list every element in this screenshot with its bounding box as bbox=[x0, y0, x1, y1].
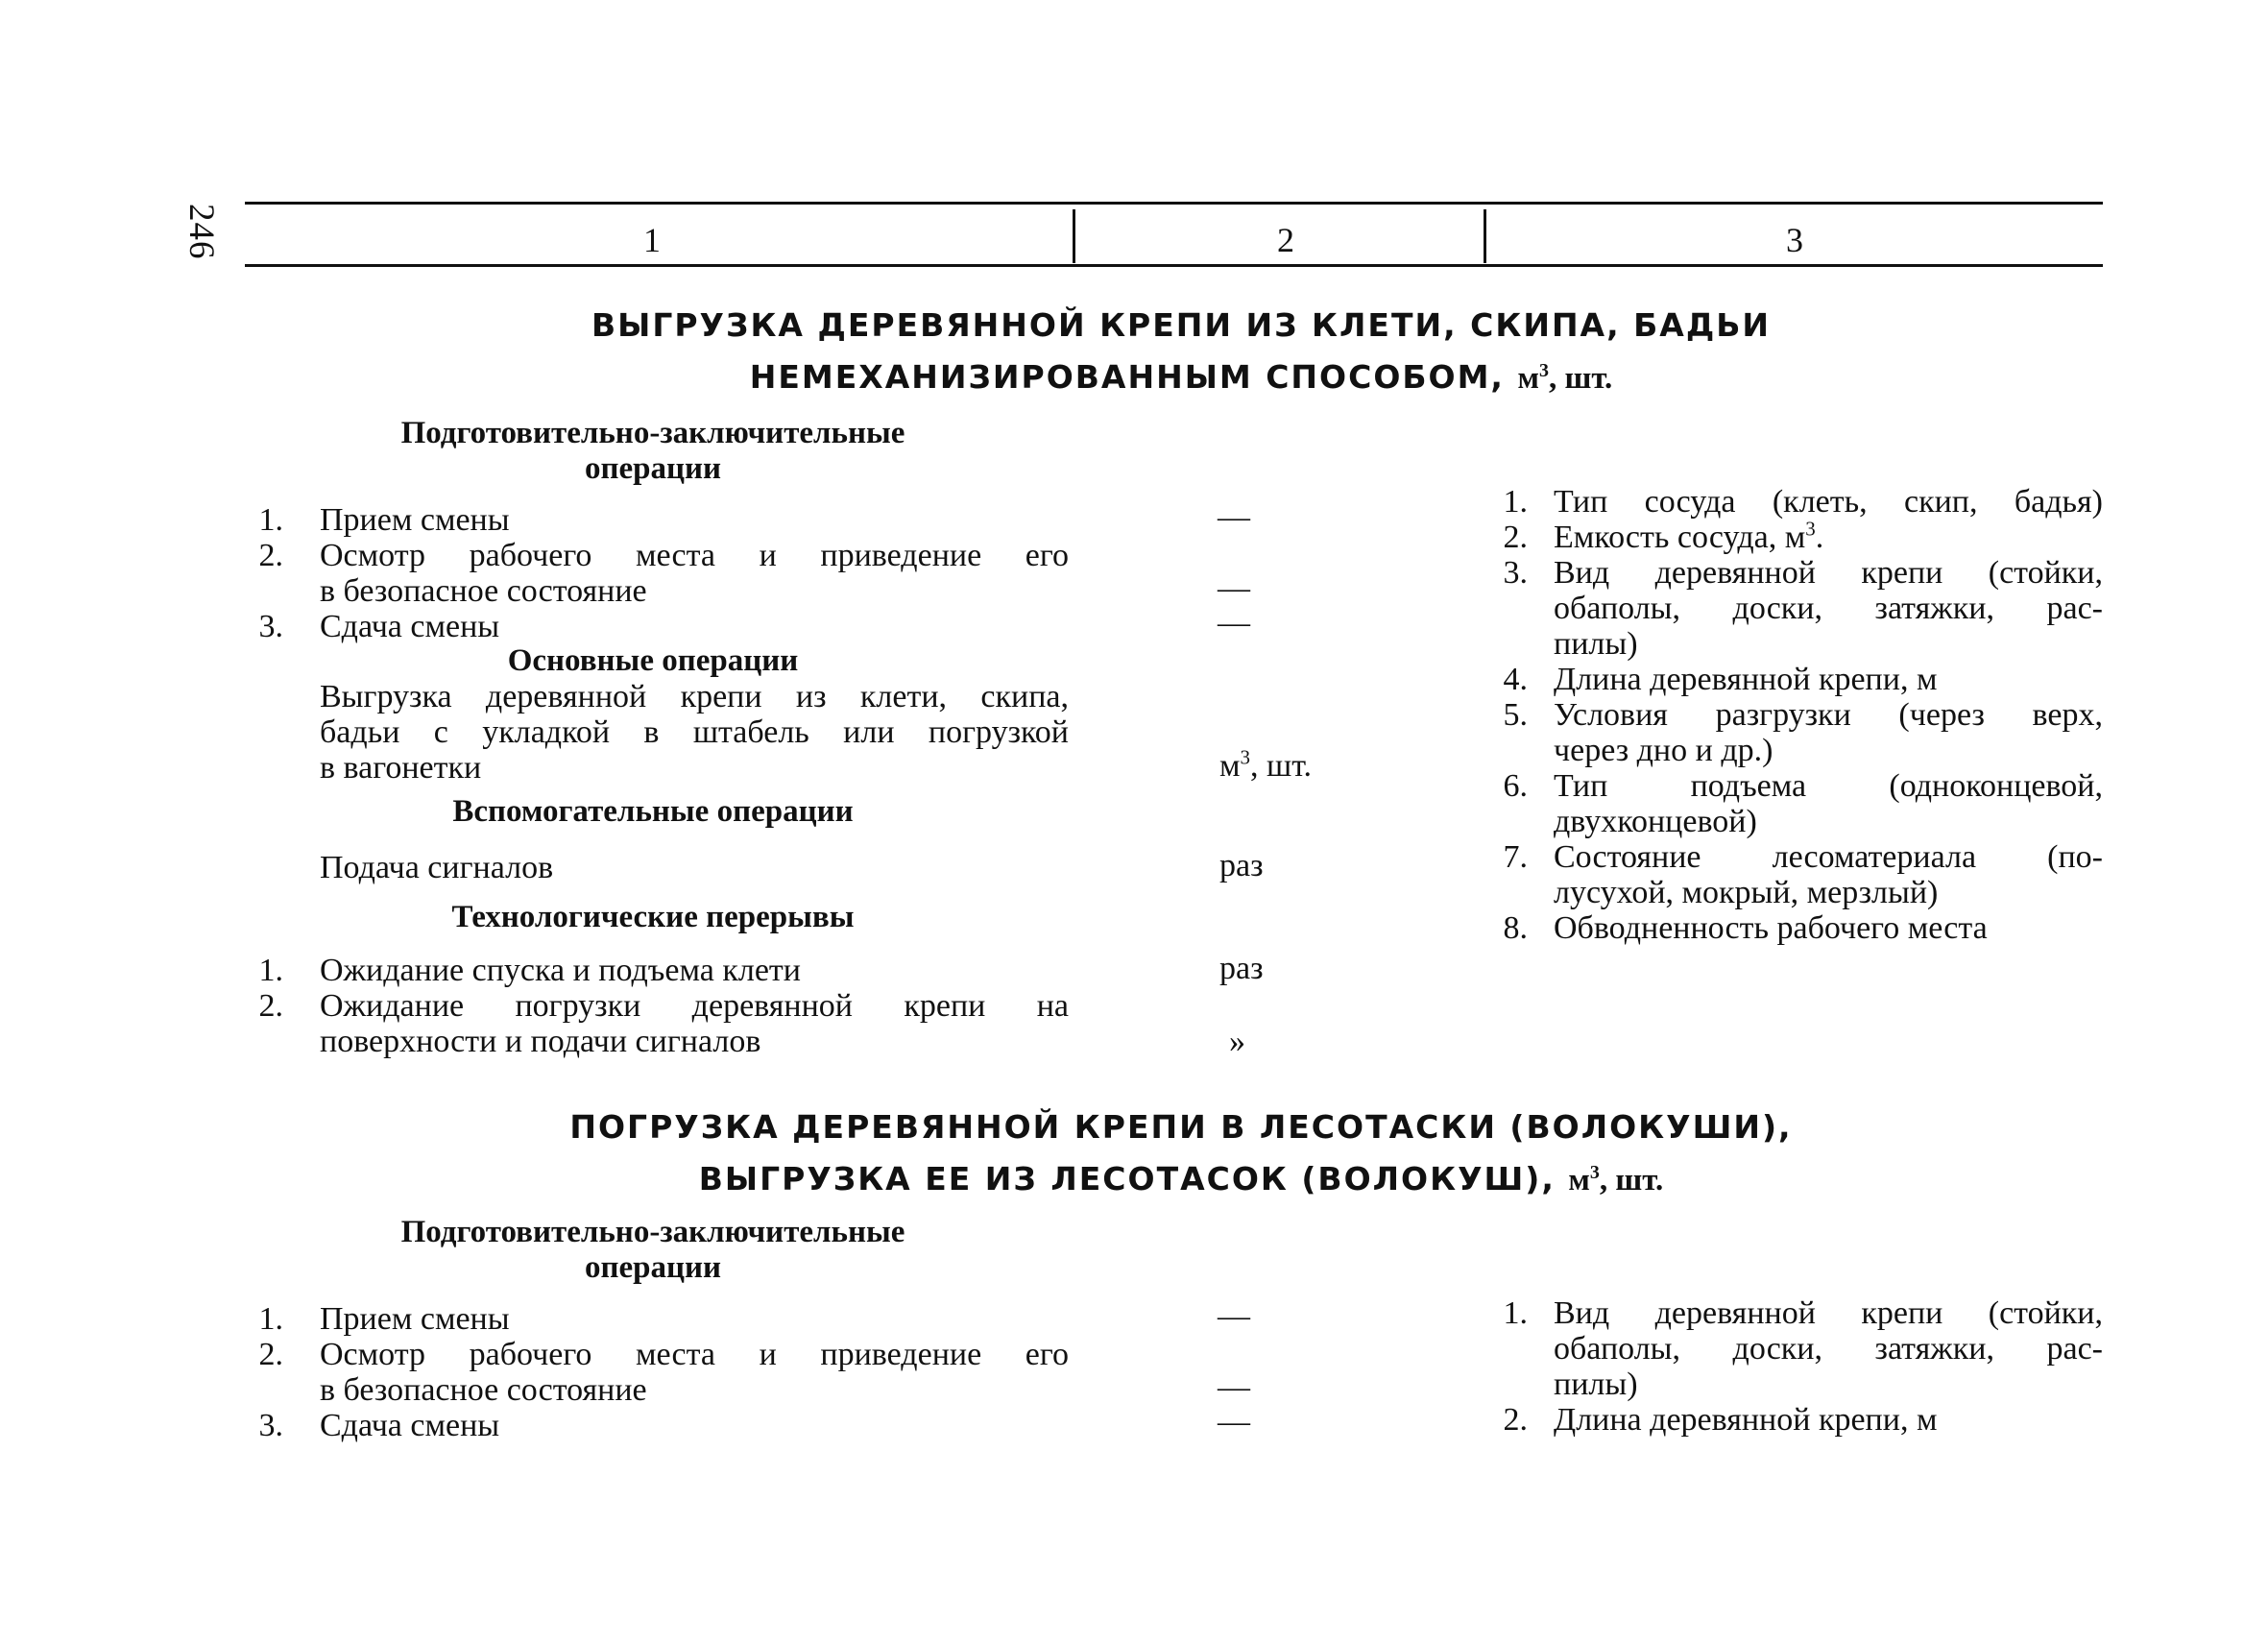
s1-factor-num-2: 2. bbox=[1503, 520, 1528, 555]
section1-title-line2-text: НЕМЕХАНИЗИРОВАННЫМ СПОСОБОМ, bbox=[749, 358, 1505, 396]
section1-main-heading: Основные операции bbox=[507, 643, 799, 678]
s1-factor-3c: пилы) bbox=[1554, 626, 1638, 662]
section1-prep-heading bbox=[317, 416, 989, 487]
s2-prep-text-2b: в безопасное состояние bbox=[320, 1372, 647, 1408]
s1-factor-num-4: 4. bbox=[1503, 662, 1528, 697]
header-divider-1 bbox=[1073, 209, 1075, 263]
section2-title-unit bbox=[1568, 1163, 1663, 1197]
s1-tech-text-1: Ожидание спуска и подъема клети bbox=[320, 953, 801, 988]
section1-title-line2 bbox=[384, 351, 1978, 404]
section1-title-line1: ВЫГРУЗКА ДЕРЕВЯННОЙ КРЕПИ ИЗ КЛЕТИ, СКИПА, БАДЬИ bbox=[591, 306, 1771, 344]
section1-prep-heading-line2: операции bbox=[584, 451, 722, 486]
s1-prep-unit-2: — bbox=[1218, 570, 1250, 606]
section1-title-unit-a: м bbox=[1517, 361, 1539, 396]
s1-factor-2 bbox=[1554, 517, 2103, 555]
s1-factor-2-tail: . bbox=[1815, 520, 1824, 555]
section1-tech-heading: Технологические перерывы bbox=[451, 900, 855, 934]
s2-prep-num-3: 3. bbox=[258, 1408, 283, 1443]
header-top-rule bbox=[245, 202, 2103, 205]
page-number: 246 bbox=[181, 204, 221, 260]
header-col-1: 1 bbox=[643, 221, 661, 259]
s1-factor-5b: через дно и др.) bbox=[1554, 733, 1773, 768]
s1-prep-unit-1: — bbox=[1218, 499, 1250, 535]
s1-tech-num-2: 2. bbox=[258, 988, 283, 1024]
section2-title-unit-a: м bbox=[1568, 1163, 1590, 1197]
header-bottom-rule bbox=[245, 264, 2103, 267]
s1-tech-text-2b: поверхности и подачи сигналов bbox=[320, 1024, 761, 1059]
s1-prep-num-2: 2. bbox=[258, 538, 283, 573]
s2-prep-unit-3: — bbox=[1218, 1404, 1250, 1439]
s2-factor-2a: Длина деревянной крепи, м bbox=[1554, 1402, 1938, 1438]
s1-main-text-2: бадьи с укладкой в штабель или погрузкой bbox=[320, 714, 1069, 750]
s1-tech-unit-2: » bbox=[1229, 1024, 1245, 1059]
s1-prep-text-3: Сдача смены bbox=[320, 609, 500, 644]
section1-title-unit bbox=[1517, 361, 1612, 396]
s1-prep-text-1: Прием смены bbox=[320, 502, 510, 538]
s1-factor-num-8: 8. bbox=[1503, 910, 1528, 946]
s1-prep-text-2a: Осмотр рабочего места и приведение его bbox=[320, 538, 1069, 573]
s1-factor-num-3: 3. bbox=[1503, 555, 1528, 591]
s1-prep-unit-3: — bbox=[1218, 605, 1250, 641]
section1-prep-heading-line1: Подготовительно-заключительные bbox=[400, 416, 905, 450]
header-col-3: 3 bbox=[1786, 221, 1803, 259]
s1-factor-7a: Состояние лесоматериала (по- bbox=[1554, 839, 2103, 875]
section2-title-unit-sup: 3 bbox=[1589, 1162, 1600, 1183]
s2-factor-1b: обаполы, доски, затяжки, рас- bbox=[1554, 1331, 2103, 1367]
section1-title bbox=[384, 300, 1978, 404]
section2-prep-heading-line2: операции bbox=[584, 1250, 722, 1285]
section2-prep-heading-line1: Подготовительно-заключительные bbox=[400, 1215, 905, 1249]
s2-prep-unit-2: — bbox=[1218, 1369, 1250, 1405]
section2-title-line1: ПОГРУЗКА ДЕРЕВЯННОЙ КРЕПИ В ЛЕСОТАСКИ (ВОЛОКУШИ), bbox=[569, 1108, 1793, 1146]
s2-factor-1c: пилы) bbox=[1554, 1367, 1638, 1402]
s1-aux-text: Подача сигналов bbox=[320, 850, 554, 885]
section1-title-unit-sup: 3 bbox=[1538, 360, 1549, 381]
s2-prep-num-1: 1. bbox=[258, 1301, 283, 1337]
s2-prep-text-1: Прием смены bbox=[320, 1301, 510, 1337]
s1-prep-num-1: 1. bbox=[258, 502, 283, 538]
s1-factor-2-sup: 3 bbox=[1805, 517, 1816, 541]
section2-title-line2-text: ВЫГРУЗКА ЕЕ ИЗ ЛЕСОТАСОК (ВОЛОКУШ), bbox=[698, 1160, 1556, 1197]
s1-factor-6a: Тип подъема (одноконцевой, bbox=[1554, 768, 2103, 804]
s2-prep-text-3: Сдача смены bbox=[320, 1408, 500, 1443]
s2-factor-num-2: 2. bbox=[1503, 1402, 1528, 1438]
s1-factor-num-7: 7. bbox=[1503, 839, 1528, 875]
s1-factor-3a: Вид деревянной крепи (стойки, bbox=[1554, 555, 2103, 591]
s2-factor-1a: Вид деревянной крепи (стойки, bbox=[1554, 1295, 2103, 1331]
section2-prep-heading bbox=[317, 1215, 989, 1286]
s2-prep-text-2a: Осмотр рабочего места и приведение его bbox=[320, 1337, 1069, 1372]
s1-tech-text-2a: Ожидание погрузки деревянной крепи на bbox=[320, 988, 1069, 1024]
s1-factor-5a: Условия разгрузки (через верх, bbox=[1554, 697, 2103, 733]
s1-factor-2-text: Емкость сосуда, м bbox=[1554, 520, 1806, 555]
s1-factor-8a: Обводненность рабочего места bbox=[1554, 910, 1988, 946]
s2-prep-num-2: 2. bbox=[258, 1337, 283, 1372]
s1-factor-3b: обаполы, доски, затяжки, рас- bbox=[1554, 591, 2103, 626]
s1-main-unit-b: , шт. bbox=[1250, 748, 1312, 784]
section2-title bbox=[384, 1101, 1978, 1206]
s2-prep-unit-1: — bbox=[1218, 1298, 1250, 1334]
s1-tech-unit-1: раз bbox=[1219, 951, 1264, 986]
s1-aux-unit: раз bbox=[1219, 848, 1264, 883]
s1-factor-6b: двухконцевой) bbox=[1554, 804, 1757, 839]
s1-prep-text-2b: в безопасное состояние bbox=[320, 573, 647, 609]
s1-factor-num-6: 6. bbox=[1503, 768, 1528, 804]
section2-title-unit-b: , шт. bbox=[1599, 1163, 1664, 1197]
s1-tech-num-1: 1. bbox=[258, 953, 283, 988]
s1-main-unit bbox=[1219, 745, 1312, 784]
s2-factor-num-1: 1. bbox=[1503, 1295, 1528, 1331]
section1-aux-heading: Вспомогательные операции bbox=[452, 794, 854, 829]
s1-factor-7b: лусухой, мокрый, мерзлый) bbox=[1554, 875, 1939, 910]
s1-factor-num-1: 1. bbox=[1503, 484, 1528, 520]
s1-main-text-1: Выгрузка деревянной крепи из клети, скипа, bbox=[320, 679, 1069, 714]
section2-title-line2 bbox=[384, 1153, 1978, 1206]
s1-factor-4a: Длина деревянной крепи, м bbox=[1554, 662, 1938, 697]
header-divider-2 bbox=[1484, 209, 1486, 263]
s1-prep-num-3: 3. bbox=[258, 609, 283, 644]
s1-factor-1a: Тип сосуда (клеть, скип, бадья) bbox=[1554, 484, 2103, 520]
s1-factor-num-5: 5. bbox=[1503, 697, 1528, 733]
s1-main-unit-a: м bbox=[1219, 748, 1241, 784]
s1-main-text-3: в вагонетки bbox=[320, 750, 482, 786]
header-col-2: 2 bbox=[1277, 221, 1294, 259]
section1-title-unit-b: , шт. bbox=[1548, 361, 1613, 396]
s1-main-unit-sup: 3 bbox=[1240, 745, 1251, 769]
